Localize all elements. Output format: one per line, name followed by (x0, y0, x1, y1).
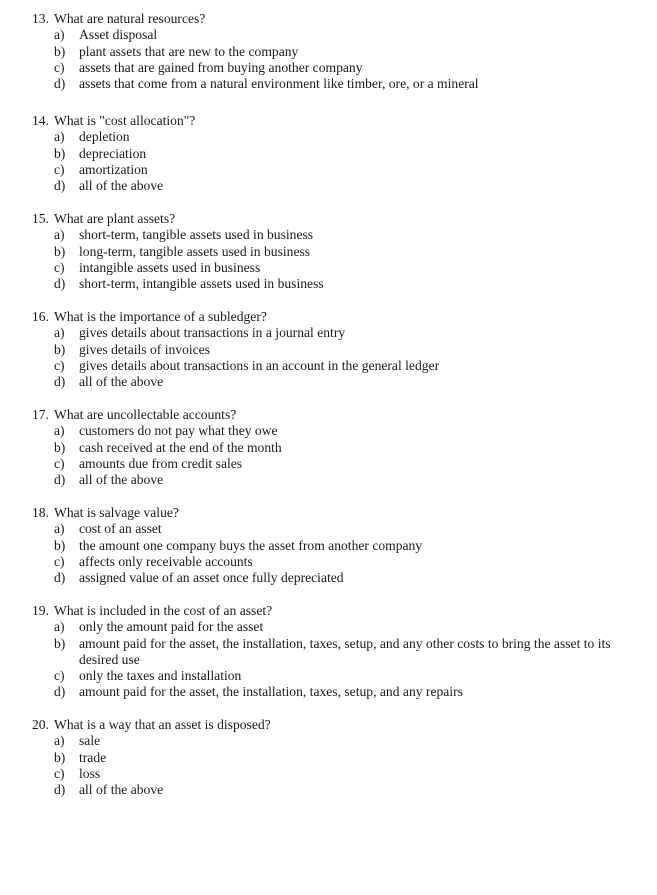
option-letter: a) (54, 227, 65, 243)
option-letter: a) (54, 129, 65, 145)
option-text: the amount one company buys the asset from another company (79, 537, 423, 553)
question-text: What is the importance of a subledger? (54, 309, 267, 324)
option-c (32, 60, 632, 76)
option-letter: a) (54, 733, 65, 749)
question-text: What is salvage value? (54, 505, 179, 520)
option-d (32, 178, 632, 194)
option-c (32, 554, 632, 570)
option-d (32, 76, 632, 92)
option-letter: d) (54, 276, 66, 292)
option-a (32, 521, 632, 537)
option-c (32, 668, 632, 684)
option-a (32, 733, 632, 749)
option-text: short-term, tangible assets used in business (79, 227, 314, 243)
question-stem (32, 11, 632, 27)
option-b (32, 750, 632, 766)
option-text: all of the above (79, 782, 164, 798)
question-stem (32, 717, 632, 733)
option-b (32, 244, 632, 260)
question-number: 19. (32, 603, 49, 618)
option-letter: b) (54, 439, 66, 455)
option-text: cash received at the end of the month (79, 439, 282, 455)
option-letter: c) (54, 553, 65, 569)
option-text: gives details about transactions in a journal entry (79, 325, 346, 341)
option-letter: b) (54, 537, 66, 553)
option-b (32, 440, 632, 456)
option-text: short-term, intangible assets used in business (79, 276, 324, 292)
option-text: plant assets that are new to the company (79, 43, 299, 59)
option-letter: d) (54, 782, 66, 798)
question-stem (32, 505, 632, 521)
question-number: 17. (32, 407, 49, 422)
option-text: intangible assets used in business (79, 259, 261, 275)
option-letter: b) (54, 145, 66, 161)
option-letter: b) (54, 749, 66, 765)
option-c (32, 162, 632, 178)
option-a (32, 619, 632, 635)
option-a (32, 27, 632, 43)
option-text: all of the above (79, 178, 164, 194)
option-letter: d) (54, 374, 66, 390)
option-letter: d) (54, 472, 66, 488)
question-19 (32, 603, 632, 701)
option-d (32, 472, 632, 488)
question-18 (32, 505, 632, 586)
option-b (32, 146, 632, 162)
question-15 (32, 211, 632, 292)
option-letter: b) (54, 341, 66, 357)
option-b (32, 538, 632, 554)
option-text: cost of an asset (79, 521, 162, 537)
option-letter: a) (54, 27, 65, 43)
question-14 (32, 113, 632, 194)
question-number: 18. (32, 505, 49, 520)
question-text: What are natural resources? (54, 11, 206, 26)
option-text: affects only receivable accounts (79, 553, 253, 569)
option-text: amounts due from credit sales (79, 455, 243, 471)
option-b (32, 342, 632, 358)
question-17 (32, 407, 632, 488)
option-letter: a) (54, 423, 65, 439)
option-letter: c) (54, 765, 65, 781)
option-text: assets that come from a natural environment like timber, ore, or a mineral (79, 76, 479, 92)
option-letter: c) (54, 455, 65, 471)
option-text: customers do not pay what they owe (79, 423, 278, 439)
option-letter: c) (54, 357, 65, 373)
option-letter: d) (54, 684, 66, 700)
option-a (32, 129, 632, 145)
option-text: amount paid for the asset, the installation, taxes, setup, and any other costs to bring the asset to its desired use (79, 635, 611, 667)
option-c (32, 766, 632, 782)
question-number: 14. (32, 113, 49, 128)
option-text: Asset disposal (79, 27, 158, 43)
question-stem (32, 211, 632, 227)
question-stem (32, 407, 632, 423)
option-d (32, 276, 632, 292)
option-letter: d) (54, 76, 66, 92)
question-stem (32, 603, 632, 619)
option-text: only the amount paid for the asset (79, 619, 264, 635)
question-13 (32, 11, 632, 92)
option-text: amortization (79, 161, 148, 177)
option-text: gives details about transactions in an account in the general ledger (79, 357, 440, 373)
question-text: What is included in the cost of an asset? (54, 603, 273, 618)
question-stem (32, 309, 632, 325)
question-stem (32, 113, 632, 129)
option-letter: c) (54, 668, 65, 684)
option-letter: d) (54, 178, 66, 194)
question-text: What is a way that an asset is disposed? (54, 717, 271, 732)
option-letter: b) (54, 635, 66, 651)
option-letter: c) (54, 259, 65, 275)
question-text: What are plant assets? (54, 211, 176, 226)
question-16 (32, 309, 632, 390)
option-a (32, 325, 632, 341)
option-text: trade (79, 749, 107, 765)
question-number: 16. (32, 309, 49, 324)
option-letter: b) (54, 243, 66, 259)
option-letter: b) (54, 43, 66, 59)
question-number: 15. (32, 211, 49, 226)
option-b (32, 636, 632, 669)
option-text: amount paid for the asset, the installation, taxes, setup, and any repairs (79, 684, 463, 700)
option-c (32, 358, 632, 374)
option-text: assigned value of an asset once fully depreciated (79, 570, 344, 586)
option-letter: a) (54, 619, 65, 635)
option-d (32, 782, 632, 798)
option-d (32, 684, 632, 700)
option-text: all of the above (79, 472, 164, 488)
question-20 (32, 717, 632, 798)
question-text: What are uncollectable accounts? (54, 407, 237, 422)
option-text: depletion (79, 129, 130, 145)
option-text: only the taxes and installation (79, 668, 242, 684)
option-text: loss (79, 765, 101, 781)
option-b (32, 44, 632, 60)
option-letter: a) (54, 325, 65, 341)
option-c (32, 260, 632, 276)
question-number: 20. (32, 717, 49, 732)
option-text: depreciation (79, 145, 147, 161)
option-text: gives details of invoices (79, 341, 210, 357)
question-number: 13. (32, 11, 49, 26)
option-letter: d) (54, 570, 66, 586)
option-letter: c) (54, 59, 65, 75)
option-d (32, 374, 632, 390)
option-text: long-term, tangible assets used in business (79, 243, 311, 259)
question-text: What is "cost allocation"? (54, 113, 196, 128)
option-letter: a) (54, 521, 65, 537)
option-a (32, 423, 632, 439)
option-c (32, 456, 632, 472)
option-d (32, 570, 632, 586)
option-a (32, 227, 632, 243)
option-letter: c) (54, 161, 65, 177)
option-text: assets that are gained from buying another company (79, 59, 363, 75)
option-text: sale (79, 733, 101, 749)
option-text: all of the above (79, 374, 164, 390)
